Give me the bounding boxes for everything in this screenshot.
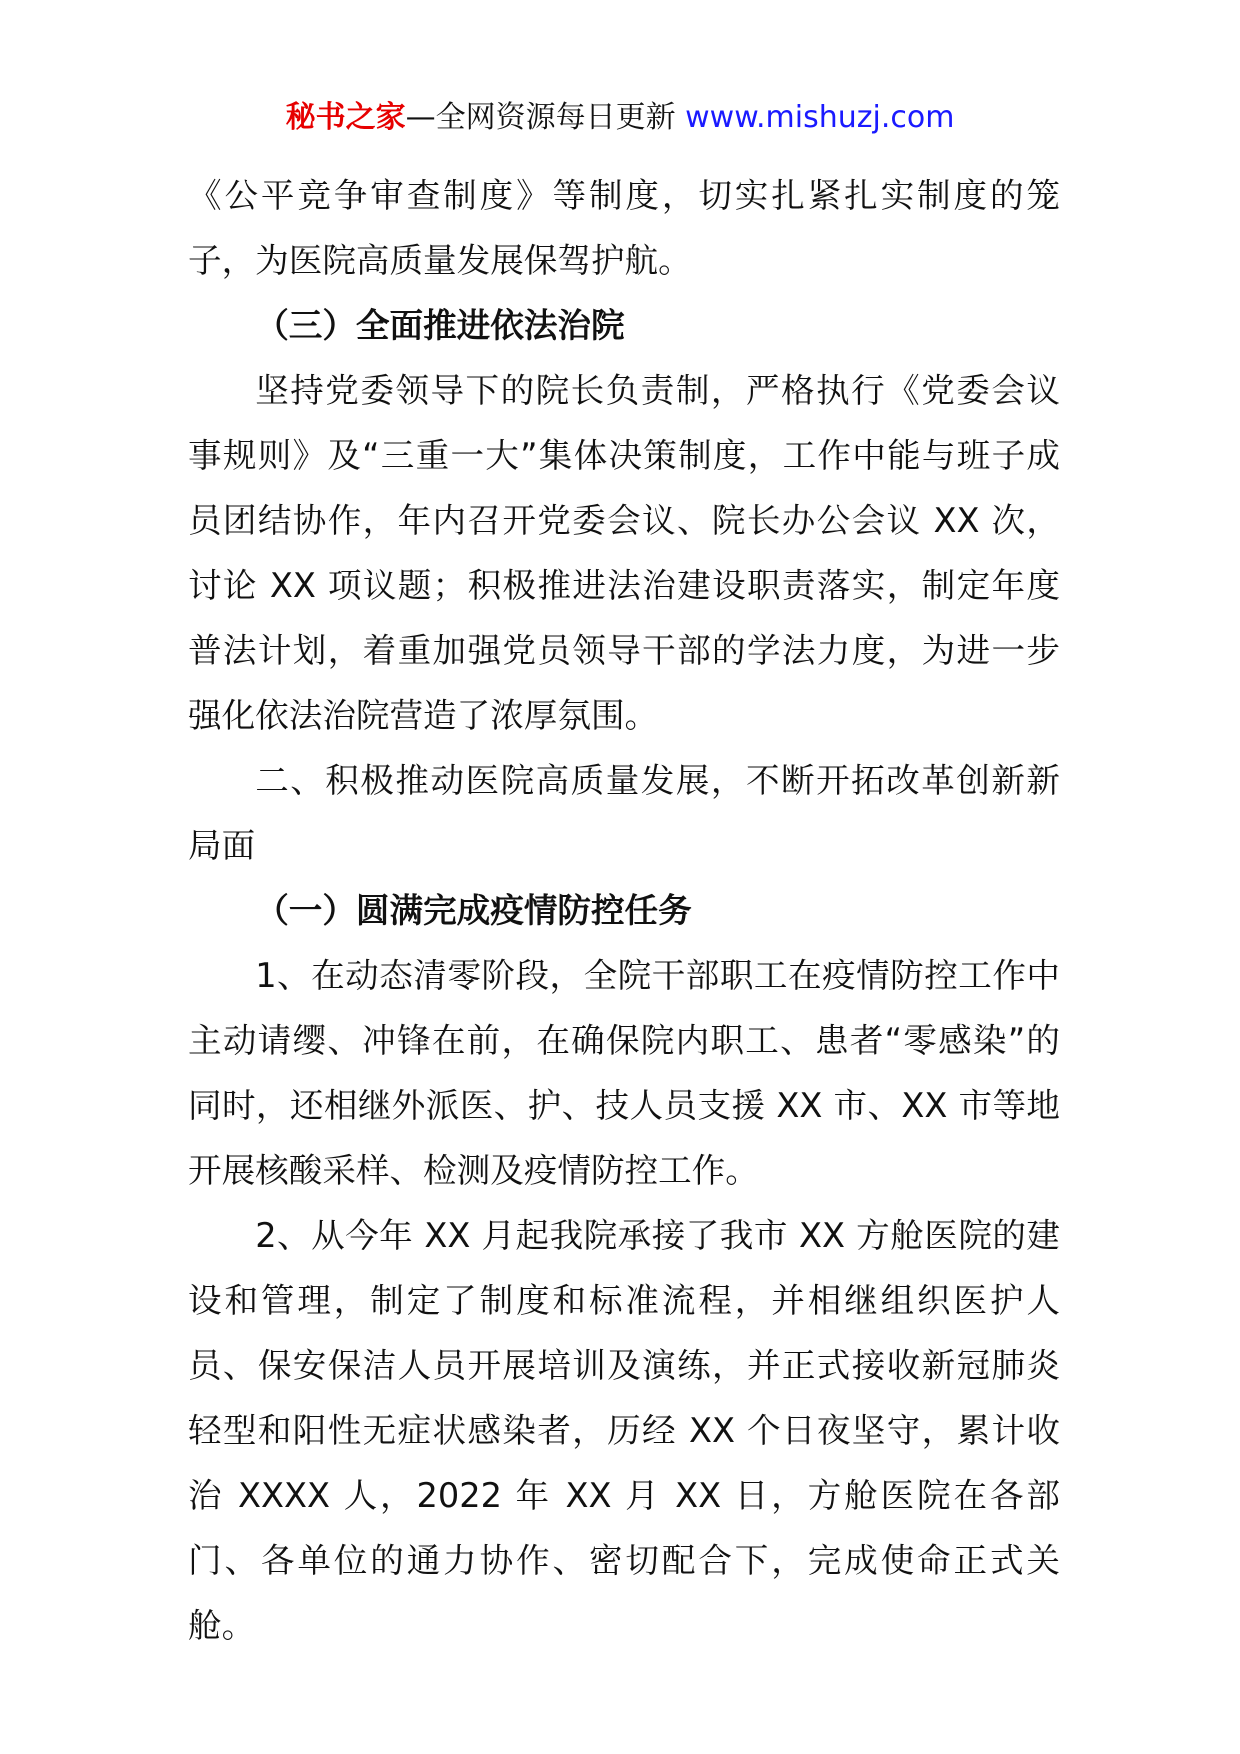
paragraph-item-1: 1、在动态清零阶段，全院干部职工在疫情防控工作中主动请缨、冲锋在前，在确保院内职工、患者“零感染”的同时，还相继外派医、护、技人员支援 XX 市、XX 市等地开展核酸采样、检测及疫情防控工作。 <box>188 956 1060 1190</box>
chapter-heading-2: 二、积极推动医院高质量发展，不断开拓改革创新新局面 <box>188 761 1060 865</box>
section-heading-3: （三）全面推进依法治院 <box>255 306 625 345</box>
site-url-link[interactable]: www.mishuzj.com <box>685 100 955 135</box>
document-body <box>188 163 1060 1658</box>
paragraph-continuation: 《公平竞争审查制度》等制度，切实扎紧扎实制度的笼子，为医院高质量发展保驾护航。 <box>188 176 1060 280</box>
paragraph-item-2: 2、从今年 XX 月起我院承接了我市 XX 方舱医院的建设和管理，制定了制度和标准流程，并相继组织医护人员、保安保洁人员开展培训及演练，并正式接收新冠肺炎轻型和阳性无症状感染者，历经 XX 个日夜坚守，累计收治 XXXX 人，2022 年 XX 月 XX 日，方舱医院在各部门、各单位的通力协作、密切配合下，完成使命正式关舱。 <box>188 1216 1060 1645</box>
paragraph-rule-of-law: 坚持党委领导下的院长负责制，严格执行《党委会议事规则》及“三重一大”集体决策制度，工作中能与班子成员团结协作，年内召开党委会议、院长办公会议 XX 次，讨论 XX 项议题；积极推进法治建设职责落实，制定年度普法计划，着重加强党员领导干部的学法力度，为进一步强化依法治院营造了浓厚氛围。 <box>188 371 1060 735</box>
site-header <box>0 98 1240 138</box>
site-slogan: —全网资源每日更新 <box>405 100 676 135</box>
section-heading-1: （一）圆满完成疫情防控任务 <box>255 891 692 930</box>
site-brand: 秘书之家 <box>285 100 406 135</box>
